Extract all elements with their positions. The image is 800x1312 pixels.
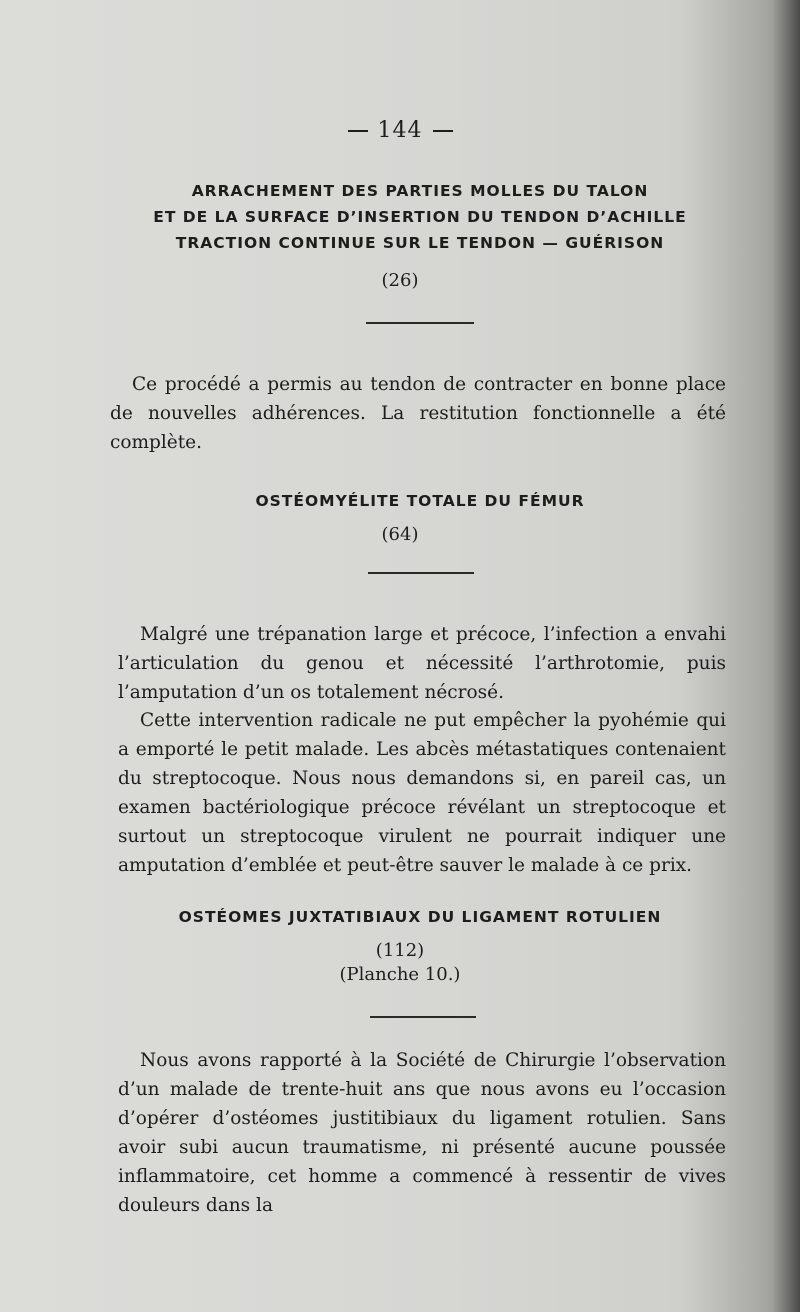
section-3-plate: (Planche 10.) bbox=[339, 964, 461, 985]
section-3-paragraph-text: Nous avons rapporté à la Société de Chirurgie l’observation d’un malade de trente-huit ans que nous avons eu l’occasion d’opérer d’ostéomes justitibiaux du ligament rotulien. Sans avoir subi aucun traumatisme, ni présenté aucune poussée inflammatoire, cet homme a commencé à ressentir de vives douleurs dans la bbox=[118, 1050, 726, 1216]
page-number: 144 bbox=[377, 118, 423, 143]
section-3-title: OSTÉOMES JUXTATIBIAUX DU LIGAMENT ROTULIEN bbox=[178, 908, 662, 926]
page-number-dash-right bbox=[433, 130, 453, 132]
section-2-paragraph-1 bbox=[118, 620, 726, 707]
section-1-title bbox=[100, 178, 740, 256]
section-1-ref: (26) bbox=[381, 270, 419, 291]
section-1-paragraph bbox=[110, 370, 726, 457]
section-1-title-line-1: ARRACHEMENT DES PARTIES MOLLES DU TALON bbox=[191, 182, 649, 200]
page-number-dash-left bbox=[348, 130, 368, 132]
page-number-line bbox=[0, 118, 800, 143]
section-2-paragraph-1-text: Malgré une trépanation large et précoce, l’infection a envahi l’articulation du genou et nécessité l’arthrotomie, puis l’amputation d’un os totalement nécrosé. bbox=[118, 624, 726, 703]
section-2-paragraph-2 bbox=[118, 706, 726, 880]
section-2-paragraph-2-text: Cette intervention radicale ne put empêcher la pyohémie qui a emporté le petit malade. Les abcès métastatiques contenaient du streptocoque. Nous nous demandons si, en pareil cas, un examen bactériologique précoce révélant un streptocoque et surtout un streptocoque virulent ne pourrait indiquer une amputation d’emblée et peut-être sauver le malade à ce prix. bbox=[118, 710, 726, 876]
section-3-rule bbox=[370, 1016, 476, 1018]
section-1-rule bbox=[366, 322, 474, 324]
section-2-rule bbox=[368, 572, 474, 574]
section-1-title-line-3: TRACTION CONTINUE SUR LE TENDON — GUÉRISON bbox=[175, 234, 665, 252]
section-2-ref: (64) bbox=[381, 524, 419, 545]
section-1-paragraph-text: Ce procédé a permis au tendon de contracter en bonne place de nouvelles adhérences. La restitution fonctionnelle a été complète. bbox=[110, 374, 726, 453]
page-spine-shadow bbox=[772, 0, 800, 1312]
section-3-paragraph bbox=[118, 1046, 726, 1220]
section-2-title: OSTÉOMYÉLITE TOTALE DU FÉMUR bbox=[255, 492, 585, 510]
section-3-ref: (112) bbox=[375, 940, 425, 961]
section-1-title-line-2: ET DE LA SURFACE D’INSERTION DU TENDON D’ACHILLE bbox=[153, 208, 687, 226]
